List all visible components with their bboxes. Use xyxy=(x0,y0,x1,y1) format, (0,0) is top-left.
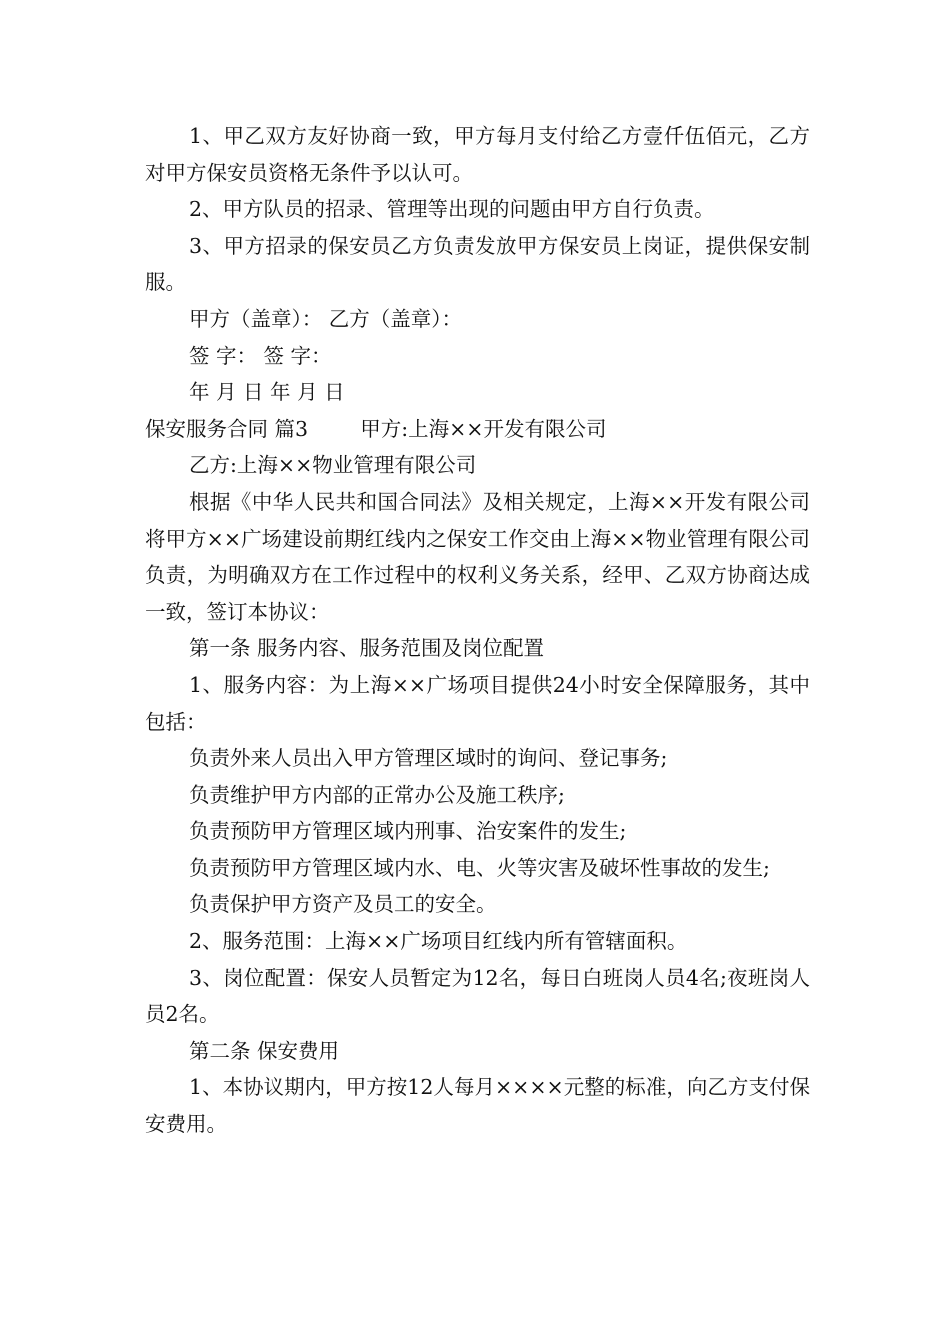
article-2-heading: 第二条 保安费用 xyxy=(189,1038,340,1063)
signature-date-line: 年 月 日 年 月 日 xyxy=(189,380,345,405)
preamble: 根据《中华人民共和国合同法》及相关规定，上海××开发有限公司将甲方××广场建设前期红线内之保安工作交由上海××物业管理有限公司负责，为明确双方在工作过程中的权利义务关系，经甲、乙双方协商达成一致，签订本协议： xyxy=(145,489,810,624)
paragraph-2: 2、甲方队员的招录、管理等出现的问题由甲方自行负责。 xyxy=(189,197,715,222)
party-b: 乙方:上海××物业管理有限公司 xyxy=(189,453,477,478)
signature-sign-line: 签 字： 签 字： xyxy=(189,343,332,368)
service-content: 1、服务内容：为上海××广场项目提供24小时安全保障服务，其中包括： xyxy=(145,672,810,734)
duty-item: 负责维护甲方内部的正常办公及施工秩序; xyxy=(189,782,565,807)
document-page xyxy=(145,118,810,1143)
fee-clause: 1、本协议期内，甲方按12人每月××××元整的标准，向乙方支付保安费用。 xyxy=(145,1075,810,1137)
duty-item: 负责预防甲方管理区域内刑事、治安案件的发生; xyxy=(189,819,627,844)
duty-item: 负责外来人员出入甲方管理区域时的询问、登记事务; xyxy=(189,746,668,771)
duty-item: 负责保护甲方资产及员工的安全。 xyxy=(189,892,497,917)
paragraph-3: 3、甲方招录的保安员乙方负责发放甲方保安员上岗证，提供保安制服。 xyxy=(145,233,810,295)
signature-seal-line: 甲方（盖章）： 乙方（盖章）： xyxy=(189,306,463,331)
service-scope: 2、服务范围：上海××广场项目红线内所有管辖面积。 xyxy=(189,929,688,954)
section-heading xyxy=(145,411,810,448)
party-a: 甲方:上海××开发有限公司 xyxy=(360,416,607,441)
paragraph-1: 1、甲乙双方友好协商一致，甲方每月支付给乙方壹仟伍佰元，乙方对甲方保安员资格无条件予以认可。 xyxy=(145,124,810,185)
section-title: 保安服务合同 篇3 xyxy=(145,416,309,441)
duty-item: 负责预防甲方管理区域内水、电、火等灾害及破坏性事故的发生; xyxy=(189,855,770,880)
staffing: 3、岗位配置：保安人员暂定为12名，每日白班岗人员4名;夜班岗人员2名。 xyxy=(145,965,810,1027)
article-1-heading: 第一条 服务内容、服务范围及岗位配置 xyxy=(189,636,545,661)
